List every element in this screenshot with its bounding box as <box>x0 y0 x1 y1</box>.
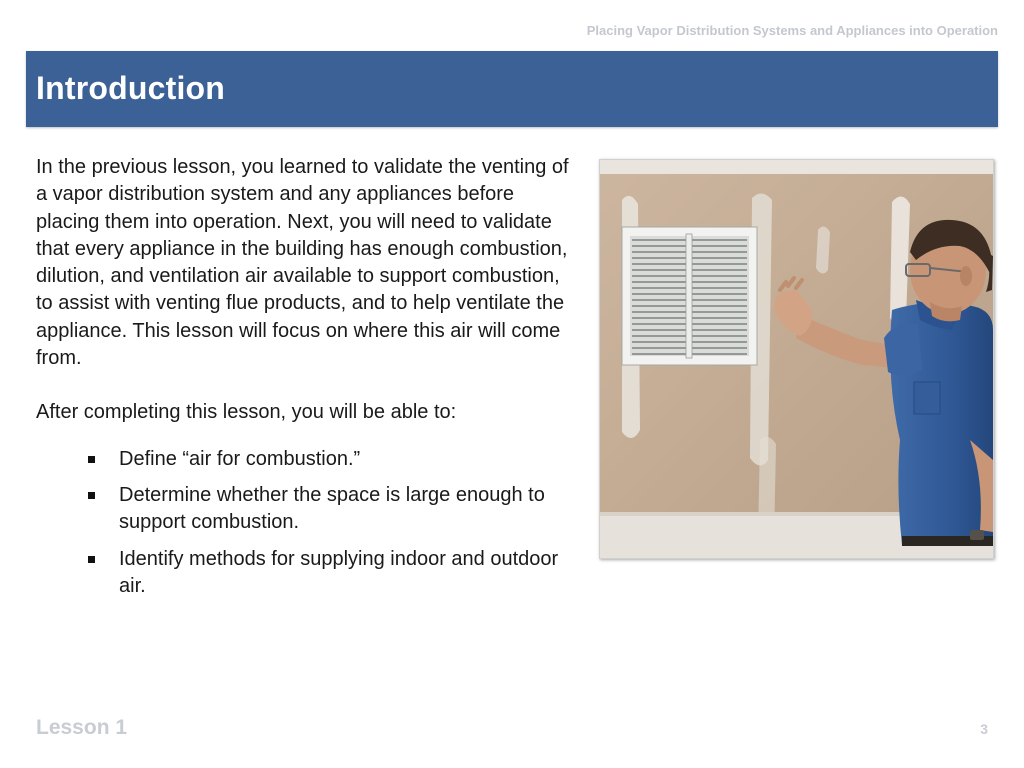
intro-paragraph: In the previous lesson, you learned to validate the venting of a vapor distribution system and any appliances before placing them into operation. Next, you will need to validate that every appliance in the building has enough combustion, dilution, and ventilation air available to support combustion, to assist with venting flue products, and to help ventilate the appliance. This lesson will focus on where this air will come from. <box>36 156 569 370</box>
lesson-photo <box>599 159 994 559</box>
square-bullet-icon <box>88 556 95 563</box>
square-bullet-icon <box>88 492 95 499</box>
objectives-list <box>36 446 584 600</box>
objective-item <box>36 446 584 473</box>
objectives-lead: After completing this lesson, you will be able to: <box>36 401 457 424</box>
objective-text: Determine whether the space is large enough to support combustion. <box>119 483 545 534</box>
objective-item <box>36 482 584 537</box>
title-banner <box>26 51 998 127</box>
air-vent-grille <box>622 227 757 365</box>
page-number: 3 <box>980 721 988 737</box>
square-bullet-icon <box>88 456 95 463</box>
course-title: Placing Vapor Distribution Systems and Appliances into Operation <box>586 23 998 38</box>
objective-text: Define “air for combustion.” <box>119 447 361 470</box>
objective-text: Identify methods for supplying indoor and outdoor air. <box>119 547 559 597</box>
lesson-content <box>36 154 584 609</box>
lesson-label: Lesson 1 <box>36 716 128 739</box>
slide-title: Introduction <box>36 70 226 106</box>
objective-item <box>36 546 584 601</box>
